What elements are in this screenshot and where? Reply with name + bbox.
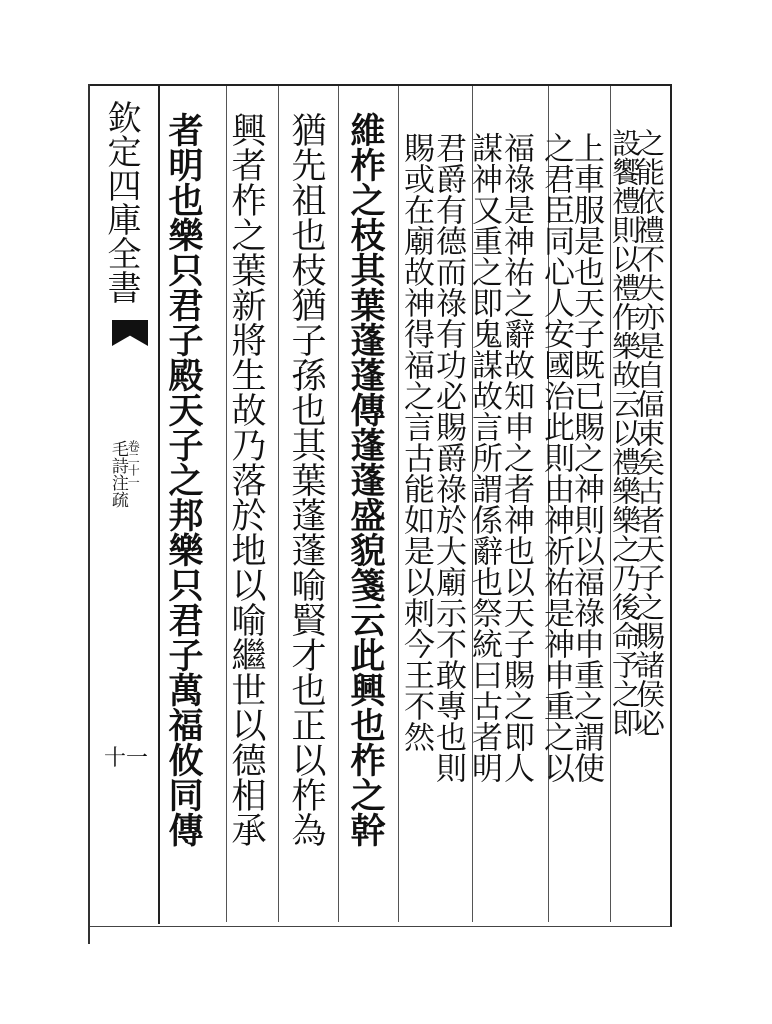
text-column-9: 維柞之枝其葉蓬蓬傳蓬蓬盛貌箋云此興也柞之幹 — [345, 112, 386, 847]
margin-column-rule — [158, 84, 160, 924]
column-rule — [278, 86, 279, 922]
column-rule — [338, 86, 339, 922]
text-column-12: 者明也樂只君子殿天子之邦樂只君子萬福攸同傳 — [163, 112, 204, 847]
text-column-4: 之君臣同心人安國治此則由神祈祐是神申重之以 — [538, 132, 574, 783]
book-title: 毛詩注疏 — [107, 440, 128, 508]
text-column-10: 猶先祖也枝猶子孫也其葉蓬蓬喻賢才也正以柞為 — [286, 112, 326, 847]
text-column-1: 之能依禮不失亦是自偪束矣古者天子之賜諸侯必 — [632, 128, 666, 737]
page-spine-line — [88, 84, 90, 944]
text-column-5: 福祿是神祐之辭故知申之者神也以天子賜之即人 — [498, 132, 534, 783]
text-column-7: 君爵有德而祿有功必賜爵祿於大廟示不敢專也則 — [430, 132, 466, 783]
volume-number: 卷二十一 — [126, 440, 141, 488]
text-column-8: 賜或在廟故神得福之言古能如是以刺今王不然 — [398, 132, 434, 752]
book-series-title: 欽定四庫全書 — [101, 100, 141, 304]
text-column-3: 上車服是也天子既已賜之神則以福祿申重之謂使 — [568, 132, 604, 783]
text-column-11: 興者柞之葉新將生故乃落於地以喻繼世以德相承 — [226, 112, 266, 847]
text-column-2: 設饗禮則以禮作樂故云以禮樂樂之乃後命予之即 — [608, 128, 642, 737]
page-number: 十一 — [104, 746, 149, 771]
text-column-6: 謀神又重之即鬼謀故言所謂係辭也祭統曰古者明 — [466, 132, 502, 783]
